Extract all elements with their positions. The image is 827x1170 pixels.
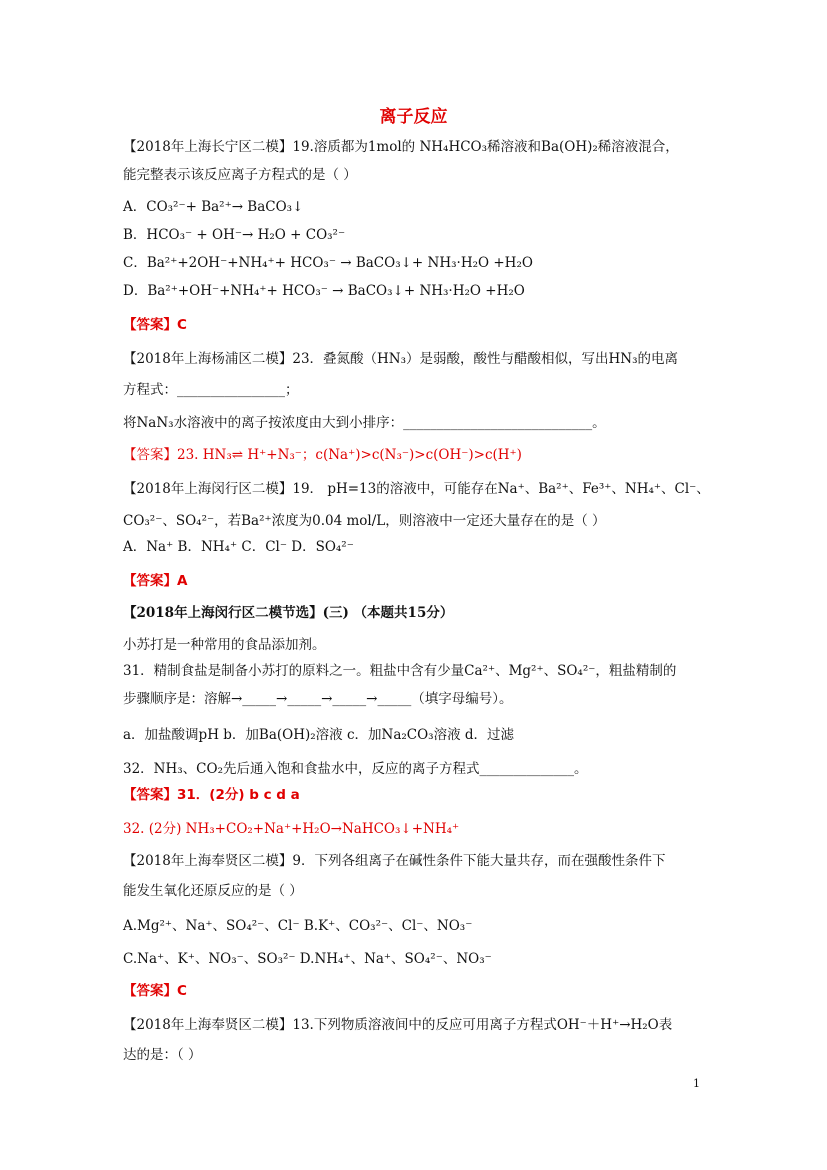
text-line: 达的是：（ ） xyxy=(123,1047,202,1063)
text-line: CO₃²⁻、SO₄²⁻，若Ba²⁺浓度为0.04 mol/L，则溶液中一定还大量存在的是（ ） xyxy=(123,513,606,529)
option-line: B．HCO₃⁻ + OH⁻→ H₂O + CO₃²⁻ xyxy=(123,227,346,243)
option-line: A．Na⁺ B．NH₄⁺ C．Cl⁻ D．SO₄²⁻ xyxy=(123,539,354,555)
text-line: 31．精制食盐是制备小苏打的原料之一。粗盐中含有少量Ca²⁺、Mg²⁺、SO₄²⁻，粗盐精制的 xyxy=(123,663,677,679)
answer-line: 32. (2分) NH₃+CO₂+Na⁺+H₂O→NaHCO₃↓+NH₄⁺ xyxy=(123,821,460,837)
page-number: 1 xyxy=(693,1077,700,1090)
option-line: C.Na⁺、K⁺、NO₃⁻、SO₃²⁻ D.NH₄⁺、Na⁺、SO₄²⁻、NO₃⁻ xyxy=(123,951,492,967)
text-line: 32．NH₃、CO₂先后通入饱和食盐水中，反应的离子方程式______________。 xyxy=(123,761,588,777)
option-line: C．Ba²⁺+2OH⁻+NH₄⁺+ HCO₃⁻ → BaCO₃↓+ NH₃·H₂O +H₂O xyxy=(123,255,533,271)
text-line: 小苏打是一种常用的食品添加剂。 xyxy=(123,637,326,653)
option-line: A.Mg²⁺、Na⁺、SO₄²⁻、Cl⁻ B.K⁺、CO₃²⁻、Cl⁻、NO₃⁻ xyxy=(123,918,473,934)
text-line: 步骤顺序是：溶解→_____→_____→_____→_____（填字母编号）。 xyxy=(123,691,513,707)
option-line: a．加盐酸调pH b．加Ba(OH)₂溶液 c．加Na₂CO₃溶液 d．过滤 xyxy=(123,727,515,743)
text-line: 【2018年上海杨浦区二模】23．叠氮酸（HN₃）是弱酸，酸性与醋酸相似，写出HN₃的电离 xyxy=(123,351,679,367)
text-line: 【2018年上海奉贤区二模】9．下列各组离子在碱性条件下能大量共存，而在强酸性条件下 xyxy=(123,853,666,869)
page-title: 离子反应 xyxy=(379,107,448,127)
text-line: 能完整表示该反应离子方程式的是（ ） xyxy=(123,167,357,183)
answer-line: 【答案】A xyxy=(123,573,188,589)
answer-line: 【答案】C xyxy=(123,317,187,333)
text-line: 【2018年上海闵行区二模】19． pH=13的溶液中，可能存在Na⁺、Ba²⁺、Fe³⁺、NH₄⁺、Cl⁻、 xyxy=(123,481,710,497)
option-line: D．Ba²⁺+OH⁻+NH₄⁺+ HCO₃⁻ → BaCO₃↓+ NH₃·H₂O +H₂O xyxy=(123,283,525,299)
text-line: 方程式：________________； xyxy=(123,382,299,398)
text-line: 将NaN₃水溶液中的离子按浓度由大到小排序：____________________________。 xyxy=(123,415,606,431)
text-line: 【2018年上海奉贤区二模】13.下列物质溶液间中的反应可用离子方程式OH⁻＋H⁺→H₂O表 xyxy=(123,1017,673,1033)
section-heading: 【2018年上海闵行区二模节选】(三) （本题共15分） xyxy=(123,605,454,621)
answer-line: 【答案】23. HN₃⇌ H⁺+N₃⁻；c(Na⁺)>c(N₃⁻)>c(OH⁻)>c(H⁺) xyxy=(123,447,522,463)
text-line: 能发生氧化还原反应的是（ ） xyxy=(123,883,303,899)
answer-line: 【答案】31．(2分) b c d a xyxy=(123,787,300,803)
option-line: A．CO₃²⁻+ Ba²⁺→ BaCO₃↓ xyxy=(123,199,304,215)
text-line: 【2018年上海长宁区二模】19.溶质都为1mol的 NH₄HCO₃稀溶液和Ba(OH)₂稀溶液混合， xyxy=(123,139,679,155)
answer-line: 【答案】C xyxy=(123,983,187,999)
